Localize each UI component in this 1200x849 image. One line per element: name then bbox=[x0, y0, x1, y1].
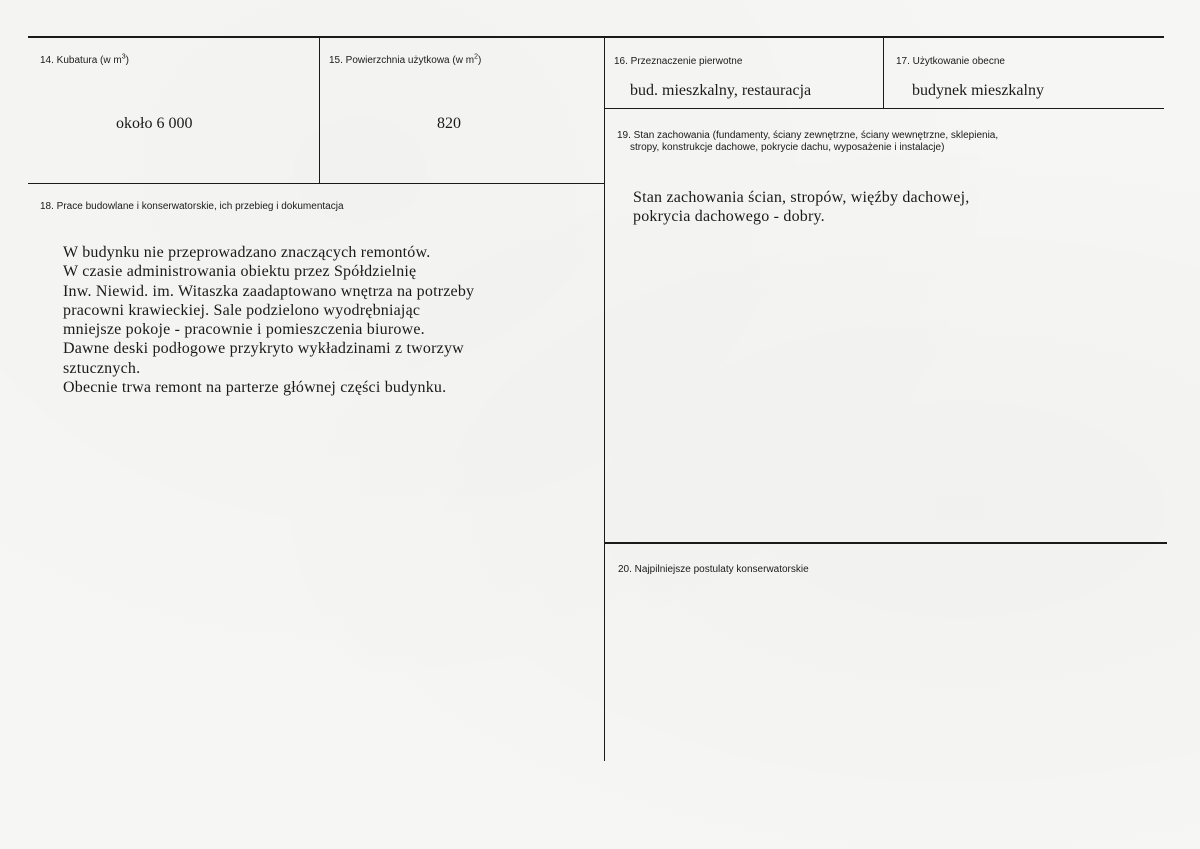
field-19-label: 19. Stan zachowania (fundamenty, ściany zewnętrzne, ściany wewnętrzne, sklepienia, stropy, konstrukcje dachowe, pokrycie dachu, wyposażenie i instalacje) bbox=[617, 130, 999, 153]
rule-16-17-divider bbox=[883, 36, 884, 108]
field-19-line: Stan zachowania ścian, stropów, więźby dachowej, bbox=[633, 189, 970, 206]
field-18-line: sztucznych. bbox=[63, 359, 141, 377]
field-15-value: 820 bbox=[437, 115, 461, 132]
field-14-label: 14. Kubatura (w $m^3$) bbox=[40, 53, 129, 66]
field-18-line: mniejsze pokoje - pracownie i pomieszczenia biurowe. bbox=[63, 321, 425, 339]
field-18-line: Dawne deski podłogowe przykryto wykładzinami z tworzyw bbox=[63, 340, 464, 358]
field-17-value: budynek mieszkalny bbox=[912, 82, 1044, 99]
rule-16-17-bottom bbox=[604, 108, 1164, 109]
top-rule bbox=[28, 36, 1164, 38]
field-17-label: 17. Użytkowanie obecne bbox=[896, 56, 1005, 67]
rule-14-15-bottom bbox=[28, 183, 604, 184]
field-19-text bbox=[633, 188, 969, 227]
field-16-value: bud. mieszkalny, restauracja bbox=[630, 82, 812, 99]
rule-main-divider bbox=[604, 36, 605, 761]
field-18-text bbox=[63, 243, 474, 397]
field-20-label: 20. Najpilniejsze postulaty konserwatorskie bbox=[618, 564, 809, 575]
field-18-line: Obecnie trwa remont na parterze głównej części budynku. bbox=[63, 379, 447, 397]
field-18-line: W budynku nie przeprowadzano znaczących remontów. bbox=[63, 244, 431, 261]
rule-20-top bbox=[604, 542, 1167, 544]
field-19-line: pokrycia dachowego - dobry. bbox=[633, 208, 825, 226]
field-18-line: pracowni krawieckiej. Sale podzielono wyodrębniając bbox=[63, 301, 421, 319]
field-18-line: Inw. Niewid. im. Witaszka zaadaptowano wnętrza na potrzeby bbox=[63, 282, 475, 300]
field-16-label: 16. Przeznaczenie pierwotne bbox=[614, 56, 743, 67]
field-18-label: 18. Prace budowlane i konserwatorskie, ich przebieg i dokumentacja bbox=[40, 201, 344, 212]
field-15-label: 15. Powierzchnia użytkowa (w $m^2$) bbox=[329, 53, 482, 66]
field-14-value: około 6 000 bbox=[116, 115, 193, 132]
rule-14-15-divider bbox=[319, 36, 320, 183]
field-18-line: W czasie administrowania obiektu przez Spółdzielnię bbox=[63, 263, 417, 281]
